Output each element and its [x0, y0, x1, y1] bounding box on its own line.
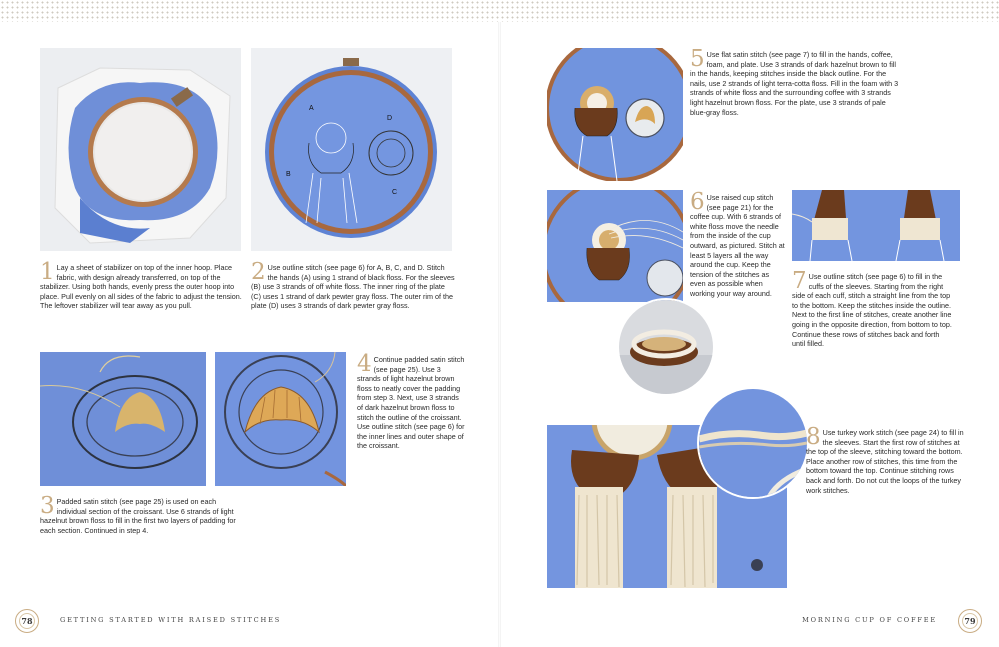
step-number: 6: [690, 189, 705, 215]
step-number: 5: [690, 46, 705, 72]
step-text: Use turkey work stitch (see page 24) to fill in the sleeves. Start the first row of stitches at the top of the sleeve, stitching toward the bottom. Place another row of stitches, this time from the bottom toward the top. Continue stitching rows back and forth. Do not cut the loops of the turkey work stitches.: [806, 428, 964, 495]
page-number-right: 79: [958, 609, 982, 633]
page-number-left: 78: [15, 609, 39, 633]
step-6: [690, 189, 786, 299]
diagram-label-c: C: [392, 189, 398, 196]
step-text: Continue padded satin stitch (see page 25). Use 3 strands of light hazelnut brown floss to neatly cover the padding from step 3. Next, use 3 strands of dark hazelnut brown floss to stitch the outline of the croissant. Use outline stitch (see page 6) for the inner lines and outer shape of the croissant.: [357, 355, 465, 451]
step-2: [251, 259, 455, 311]
photo-step-8-loop-detail-circle: [697, 387, 809, 499]
diagram-label-d: D: [387, 115, 393, 122]
step-text: Padded satin stitch (see page 25) is used on each individual section of the croissant. Use 6 strands of light hazelnut brown floss to fill in the first two layers of padding for each section. Continued in step 4.: [40, 497, 236, 535]
diagram-label-a: A: [309, 105, 314, 112]
photo-step-3-croissant-padding: [40, 352, 206, 486]
step-3: [40, 493, 240, 535]
step-4: [357, 351, 465, 451]
book-gutter: [498, 22, 501, 647]
step-text: Use outline stitch (see page 6) for A, B, C, and D. Stitch the hands (A) using 1 strand of black floss. For the sleeves (B) use 3 strands of off white floss. The inner ring of the plate (C) uses 1 strand of dark pewter gray floss. The outer rim of the plate (D) uses 3 strands of dark pewter gray floss.: [251, 263, 455, 311]
step-number: 3: [40, 493, 55, 519]
step-8: [806, 424, 966, 495]
diagram-label-b: B: [286, 171, 291, 178]
photo-step-5-satin-filled-hands: [547, 48, 683, 181]
photo-step-1-hoop-with-stabilizer: [40, 48, 241, 251]
photo-step-2-outlined-design: [251, 48, 452, 251]
step-number: 4: [357, 351, 372, 377]
decorative-dot-border: [0, 0, 999, 22]
photo-step-6-raised-cup: [547, 190, 683, 302]
step-number: 8: [806, 424, 821, 450]
running-head-right: MORNING CUP OF COFFEE: [802, 616, 937, 624]
step-number: 2: [251, 259, 266, 285]
step-text: Use flat satin stitch (see page 7) to fill in the hands, coffee, foam, and plate. Use 3 strands of dark hazelnut brown to fill in the hands, keeping stitches inside the black outline. For the nails, use 2 strands of light terra-cotta floss. Fill in the foam with 3 strands of white floss and the surrounding coffee with 3 strands light hazelnut brown floss. For the plate, use 3 strands of pale blue-gray floss.: [690, 50, 899, 117]
step-5: [690, 46, 902, 117]
photo-step-4-finished-croissant: [215, 352, 346, 486]
running-head-left: GETTING STARTED WITH RAISED STITCHES: [60, 616, 282, 624]
step-text: Use raised cup stitch (see page 21) for the coffee cup. With 6 strands of white floss move the needle from the inside of the cup outward, as pictured. Stitch at least 5 layers all the way around the cup. Keep the tension of the stitches as even as possible when working your way around.: [690, 193, 785, 298]
step-number: 1: [40, 259, 55, 285]
step-7: [792, 268, 954, 349]
step-number: 7: [792, 268, 807, 294]
photo-step-6-cup-detail-circle: [617, 298, 715, 396]
photo-step-7-sleeve-cuffs: [792, 190, 960, 261]
step-1: [40, 259, 244, 311]
step-text: Use outline stitch (see page 6) to fill in the cuffs of the sleeves. Starting from the right side of each cuff, stitch a straight line from the top to the bottom. Keep the stitches inside the outline. Next to the first line of stitches, create another line going in the opposite direction, from bottom to top. Continue these rows of stitches back and forth until filled.: [792, 272, 952, 349]
step-text: Lay a sheet of stabilizer on top of the inner hoop. Place fabric, with design already transferred, on top of the stabilizer. Using both hands, evenly press the outer hoop into place. Pull evenly on all sides of the fabric to adjust the tension. The leftover stabilizer will tear away as you pull.: [40, 263, 242, 311]
